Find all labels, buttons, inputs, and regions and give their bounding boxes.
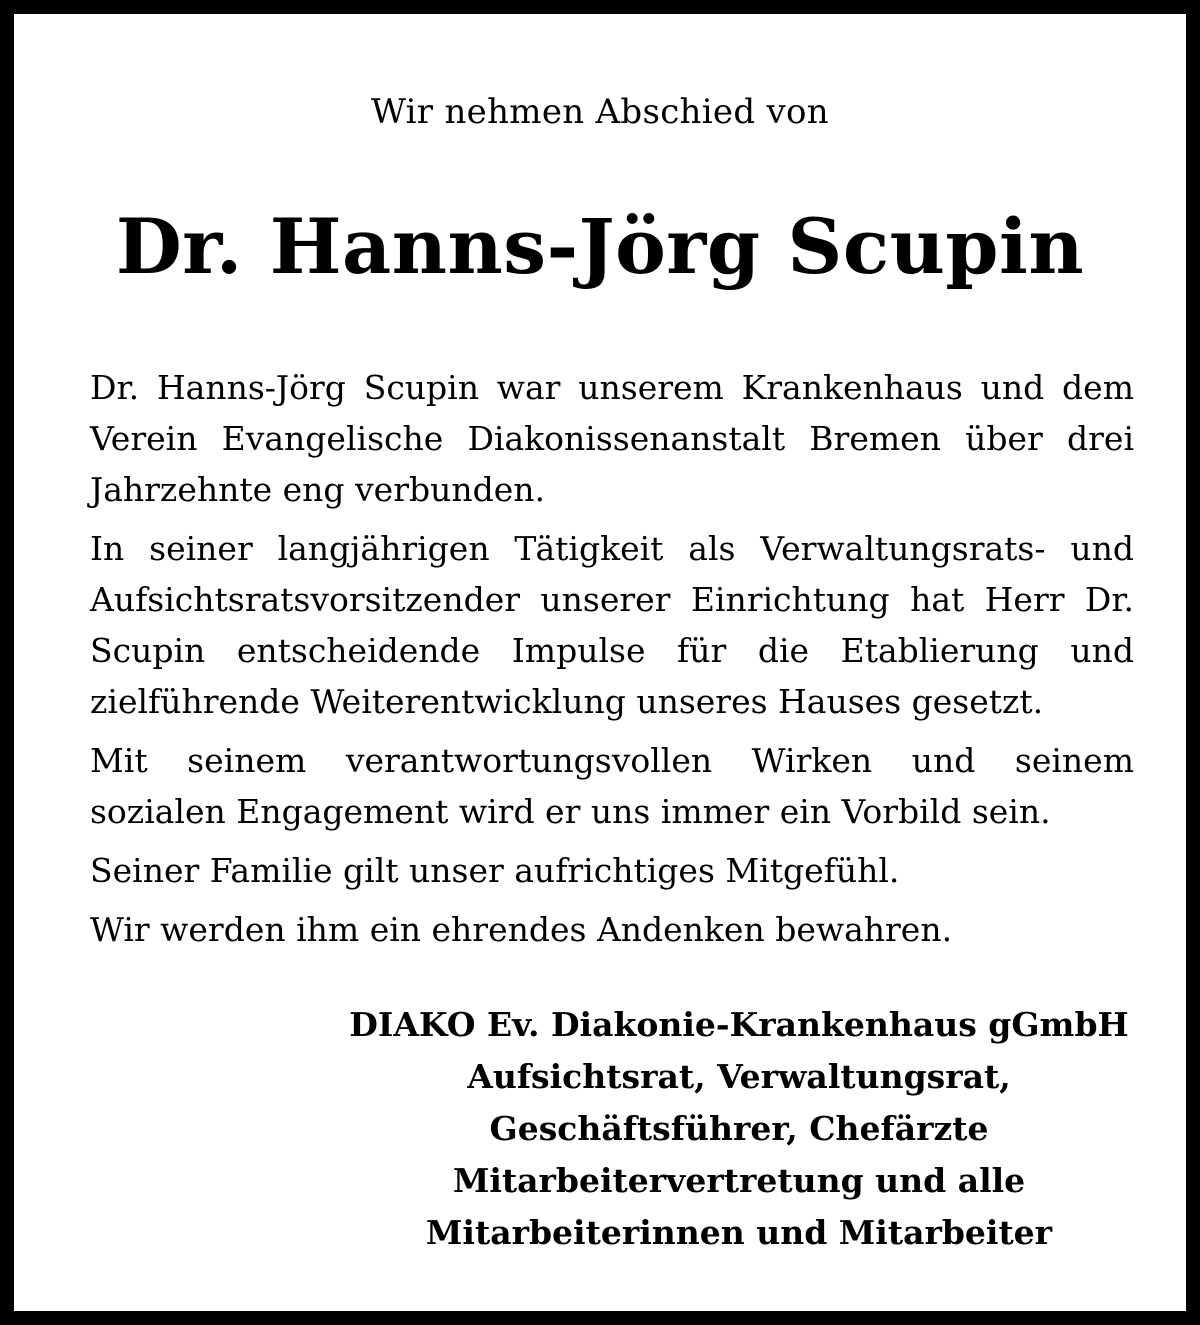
paragraph-connection: Dr. Hanns-Jörg Scupin war unserem Krankenhaus und dem Verein Evangelische Diakonissenanstalt Bremen über drei Jahrzehnte eng verbunden. (90, 368, 1134, 509)
signature-management: Geschäftsführer, Chefärzte (489, 1109, 989, 1148)
paragraph-role-model: Mit seinem verantwortungsvollen Wirken und seinem sozialen Engagement wird er uns immer ein Vorbild sein. (90, 741, 1134, 831)
deceased-name: Dr. Hanns-Jörg Scupin (115, 202, 1085, 291)
notice-body (90, 362, 1134, 963)
paragraph-tenure: In seiner langjährigen Tätigkeit als Verwaltungsrats- und Aufsichtsratsvorsitzender unserer Einrichtung hat Herr Dr. Scupin entscheidende Impulse für die Etablierung und zielführende Weiterentwicklung unseres Hauses gesetzt. (90, 529, 1134, 721)
paragraph-remembrance: Wir werden ihm ein ehrendes Andenken bewahren. (90, 910, 953, 949)
signature-boards: Aufsichtsrat, Verwaltungsrat, (467, 1057, 1011, 1096)
signature-staff-council: Mitarbeitervertretung und alle (452, 1161, 1026, 1200)
signature-organization: DIAKO Ev. Diakonie-Krankenhaus gGmbH (349, 1005, 1129, 1044)
signature-employees: Mitarbeiterinnen und Mitarbeiter (425, 1213, 1053, 1252)
intro-line: Wir nehmen Abschied von (370, 92, 829, 132)
paragraph-condolences: Seiner Familie gilt unser aufrichtiges Mitgefühl. (90, 851, 900, 890)
signature-block (334, 999, 1144, 1259)
